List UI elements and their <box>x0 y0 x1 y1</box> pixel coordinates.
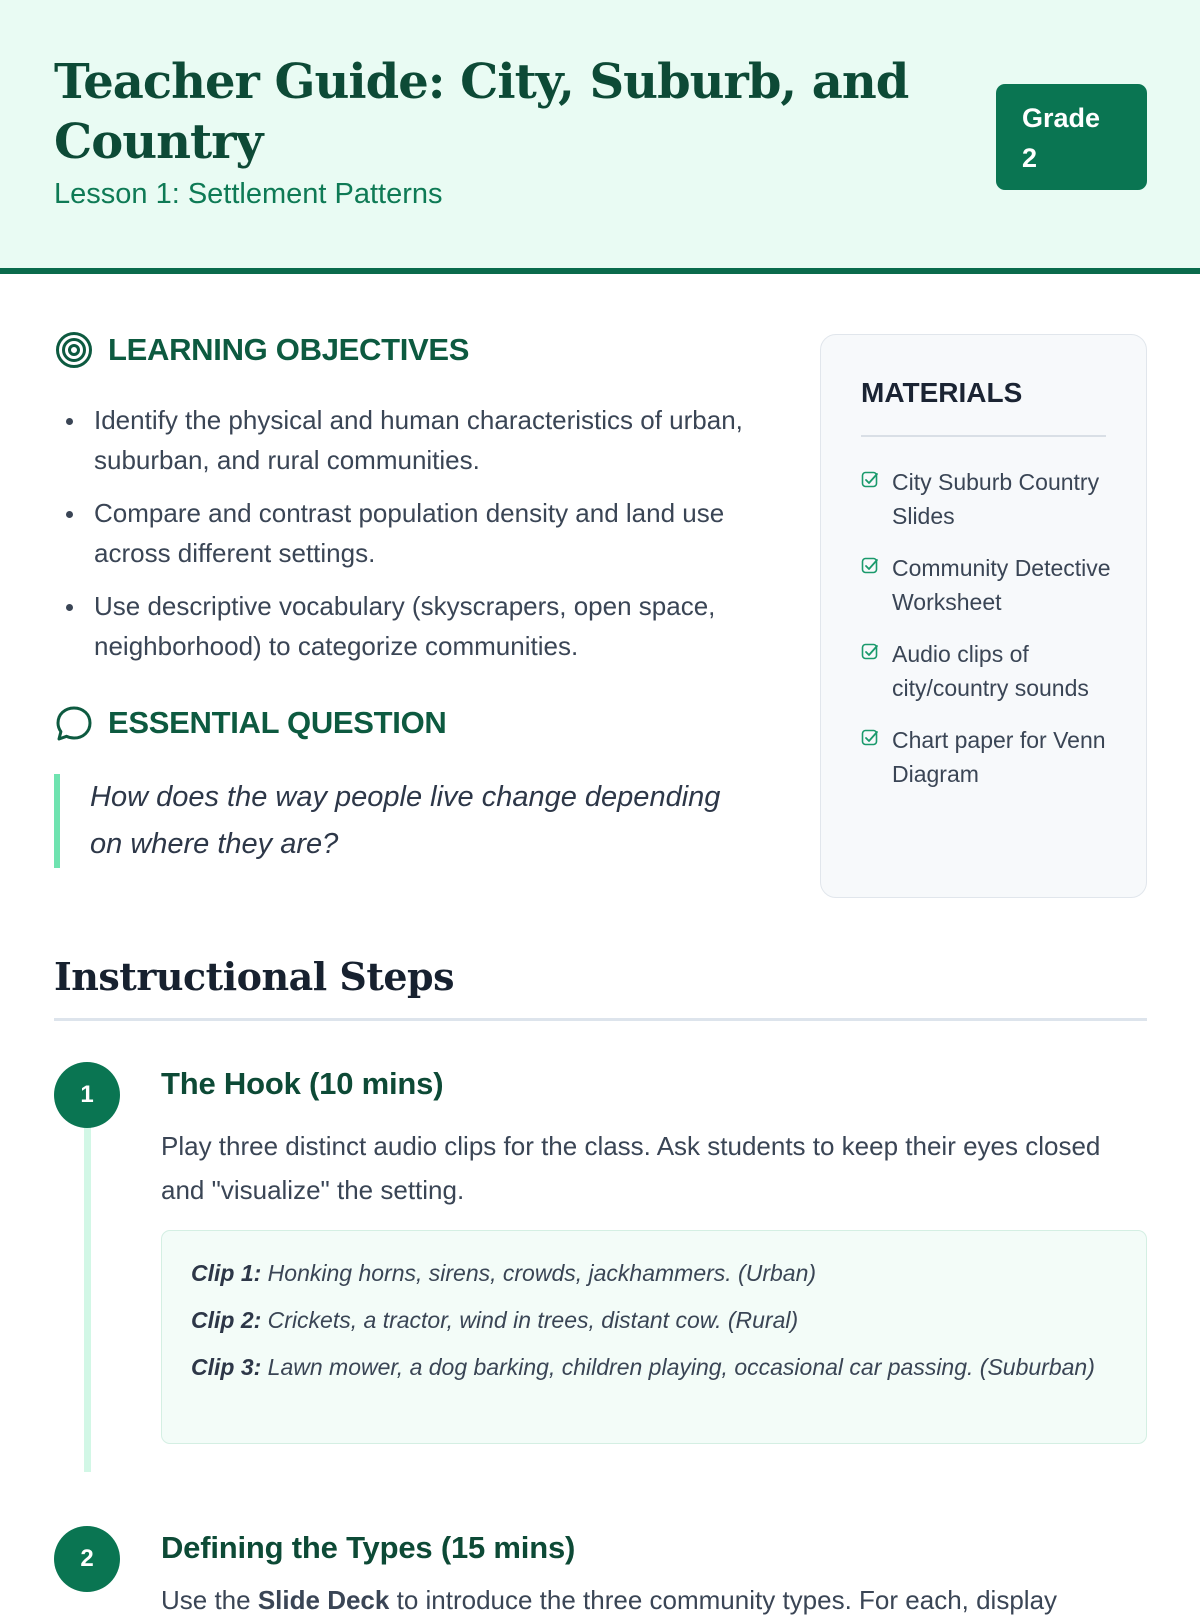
grade-label: Grade <box>1022 103 1101 133</box>
material-label: Community Detective Worksheet <box>892 555 1111 615</box>
material-label: City Suburb Country Slides <box>892 469 1100 529</box>
list-item: Compare and contrast population density and land use across different settings. <box>54 493 754 573</box>
clip-label: Clip 1: <box>191 1260 262 1286</box>
page-title: Teacher Guide: City, Suburb, and Country <box>54 54 909 170</box>
clip-label: Clip 2: <box>191 1307 262 1333</box>
clip-text: Lawn mower, a dog barking, children playing, occasional car passing. (Suburban) <box>267 1354 1095 1380</box>
list-item <box>861 465 1111 533</box>
clip-item <box>191 1304 1118 1337</box>
objectives-heading-text: LEARNING OBJECTIVES <box>108 332 470 367</box>
materials-divider <box>861 435 1106 437</box>
target-icon <box>54 330 94 370</box>
objectives-list <box>54 400 754 679</box>
step-text: Use the <box>161 1585 251 1615</box>
checkbox-icon <box>861 557 879 575</box>
materials-list <box>861 465 1111 809</box>
checkbox-icon <box>861 729 879 747</box>
clip-text: Crickets, a tractor, wind in trees, distant cow. (Rural) <box>267 1307 799 1333</box>
step-number-badge: 2 <box>54 1526 120 1592</box>
step-description: Play three distinct audio clips for the class. Ask students to keep their eyes closed and "visualize" the setting. <box>161 1131 1101 1205</box>
grade-value: 2 <box>1022 143 1038 173</box>
step-number-badge: 1 <box>54 1062 120 1128</box>
page-header <box>0 0 1200 274</box>
material-label: Chart paper for Venn Diagram <box>892 727 1106 787</box>
step-description <box>161 1580 1057 1620</box>
section-divider <box>54 1018 1147 1021</box>
clip-item <box>191 1351 1118 1384</box>
step-title: Defining the Types (15 mins) <box>161 1530 576 1565</box>
clip-item <box>191 1257 1118 1290</box>
materials-panel <box>820 334 1147 898</box>
audio-clips-box <box>161 1230 1147 1444</box>
timeline-line <box>84 1096 91 1472</box>
essential-question-heading-text: ESSENTIAL QUESTION <box>108 705 447 740</box>
step-text: to introduce the three community types. For each, display <box>396 1585 1058 1615</box>
clip-text: Honking horns, sirens, crowds, jackhammers. (Urban) <box>267 1260 817 1286</box>
list-item: Identify the physical and human characteristics of urban, suburban, and rural communities. <box>54 400 754 480</box>
speech-bubble-icon <box>54 703 94 743</box>
checkbox-icon <box>861 643 879 661</box>
essential-question-quote: How does the way people live change depending on where they are? <box>54 774 730 868</box>
instructional-steps-title: Instructional Steps <box>54 954 455 999</box>
materials-title: MATERIALS <box>861 377 1023 408</box>
list-item <box>861 551 1111 619</box>
list-item: Use descriptive vocabulary (skyscrapers, open space, neighborhood) to categorize communities. <box>54 586 754 666</box>
objectives-heading <box>54 330 469 370</box>
checkbox-icon <box>861 471 879 489</box>
grade-badge <box>996 84 1147 190</box>
step-text-bold: Slide Deck <box>257 1585 390 1615</box>
clip-label: Clip 3: <box>191 1354 262 1380</box>
step-title: The Hook (10 mins) <box>161 1066 444 1101</box>
material-label: Audio clips of city/country sounds <box>892 641 1089 701</box>
essential-question-heading <box>54 703 447 743</box>
list-item <box>861 723 1111 791</box>
list-item <box>861 637 1111 705</box>
page-subtitle: Lesson 1: Settlement Patterns <box>54 178 443 210</box>
